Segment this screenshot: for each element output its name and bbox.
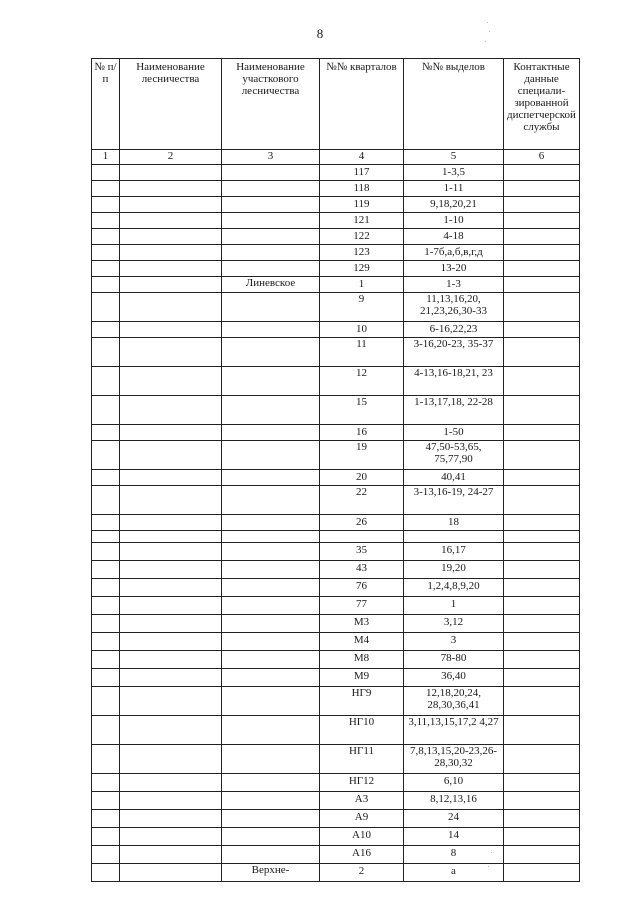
allotments-cell: 11,13,16,20, 21,23,26,30-33 <box>404 293 504 322</box>
forestry-cell <box>120 864 222 882</box>
number-cell <box>92 774 120 792</box>
contacts-cell <box>504 687 580 716</box>
table-row <box>92 579 580 597</box>
number-cell <box>92 441 120 470</box>
number-cell <box>92 261 120 277</box>
district-forestry-cell <box>222 165 320 181</box>
quarter-cell: А10 <box>320 828 404 846</box>
table-body <box>92 165 580 882</box>
contacts-cell <box>504 229 580 245</box>
quarter-cell: 1 <box>320 277 404 293</box>
district-forestry-cell <box>222 322 320 338</box>
forestry-cell <box>120 579 222 597</box>
allotments-cell: 3-16,20-23, 35-37 <box>404 338 504 367</box>
quarter-cell: 35 <box>320 543 404 561</box>
column-number: 6 <box>504 150 580 165</box>
allotments-cell: 3,12 <box>404 615 504 633</box>
quarter-cell: 117 <box>320 165 404 181</box>
contacts-cell <box>504 261 580 277</box>
number-cell <box>92 669 120 687</box>
number-cell <box>92 277 120 293</box>
district-forestry-cell <box>222 669 320 687</box>
page-number: 8 <box>316 26 324 41</box>
contacts-cell <box>504 828 580 846</box>
table-row <box>92 687 580 716</box>
quarter-cell: 122 <box>320 229 404 245</box>
contacts-cell <box>504 293 580 322</box>
forestry-cell <box>120 597 222 615</box>
empty-cell <box>504 531 580 543</box>
contacts-cell <box>504 245 580 261</box>
forestry-cell <box>120 213 222 229</box>
district-forestry-cell <box>222 745 320 774</box>
contacts-cell <box>504 181 580 197</box>
contacts-cell <box>504 441 580 470</box>
table-row <box>92 441 580 470</box>
quarter-cell: 2 <box>320 864 404 882</box>
allotments-cell: 9,18,20,21 <box>404 197 504 213</box>
table-row <box>92 197 580 213</box>
forestry-cell <box>120 774 222 792</box>
allotments-cell: 13-20 <box>404 261 504 277</box>
forestry-cell <box>120 441 222 470</box>
forestry-cell <box>120 669 222 687</box>
number-cell <box>92 181 120 197</box>
number-cell <box>92 828 120 846</box>
table-row <box>92 792 580 810</box>
allotments-cell: 1-10 <box>404 213 504 229</box>
number-cell <box>92 425 120 441</box>
table-row <box>92 470 580 486</box>
allotments-cell: 1-3,5 <box>404 165 504 181</box>
forestry-cell <box>120 277 222 293</box>
district-forestry-cell <box>222 651 320 669</box>
forestry-cell <box>120 293 222 322</box>
contacts-cell <box>504 213 580 229</box>
table-row <box>92 229 580 245</box>
table-row <box>92 615 580 633</box>
number-cell <box>92 597 120 615</box>
district-forestry-cell <box>222 470 320 486</box>
forestry-cell <box>120 633 222 651</box>
number-cell <box>92 561 120 579</box>
contacts-cell <box>504 396 580 425</box>
table-row <box>92 828 580 846</box>
number-cell <box>92 470 120 486</box>
header-district-forestry: Наименование участкового лесничества <box>222 59 320 150</box>
district-forestry-cell <box>222 810 320 828</box>
table-row <box>92 846 580 864</box>
forestry-cell <box>120 561 222 579</box>
number-cell <box>92 792 120 810</box>
number-cell <box>92 633 120 651</box>
district-forestry-cell <box>222 828 320 846</box>
quarter-cell: 9 <box>320 293 404 322</box>
allotments-cell: 78-80 <box>404 651 504 669</box>
district-forestry-cell <box>222 213 320 229</box>
quarter-cell: 76 <box>320 579 404 597</box>
quarter-cell: НГ9 <box>320 687 404 716</box>
allotments-cell: 1-11 <box>404 181 504 197</box>
district-forestry-cell <box>222 716 320 745</box>
table-row <box>92 213 580 229</box>
allotments-cell: 16,17 <box>404 543 504 561</box>
quarter-cell: 43 <box>320 561 404 579</box>
contacts-cell <box>504 651 580 669</box>
quarter-cell: НГ12 <box>320 774 404 792</box>
allotments-cell: 19,20 <box>404 561 504 579</box>
number-cell <box>92 486 120 515</box>
allotments-cell: 1-7б,а,б,в,г,д <box>404 245 504 261</box>
allotments-cell: 1-3 <box>404 277 504 293</box>
header-allotments: №№ выделов <box>404 59 504 150</box>
quarter-cell: 19 <box>320 441 404 470</box>
contacts-cell <box>504 716 580 745</box>
number-cell <box>92 197 120 213</box>
district-forestry-cell: Линевское <box>222 277 320 293</box>
forestry-cell <box>120 229 222 245</box>
district-forestry-cell <box>222 846 320 864</box>
allotments-cell: 3,11,13,15,17,2 4,27 <box>404 716 504 745</box>
contacts-cell <box>504 597 580 615</box>
quarter-cell: НГ10 <box>320 716 404 745</box>
forestry-cell <box>120 261 222 277</box>
number-cell <box>92 651 120 669</box>
district-forestry-cell <box>222 338 320 367</box>
forestry-cell <box>120 197 222 213</box>
district-forestry-cell <box>222 367 320 396</box>
table-row <box>92 245 580 261</box>
table-row <box>92 261 580 277</box>
forestry-cell <box>120 425 222 441</box>
quarter-cell: 26 <box>320 515 404 531</box>
table-row <box>92 669 580 687</box>
quarter-cell: 118 <box>320 181 404 197</box>
empty-cell <box>92 531 120 543</box>
empty-cell <box>120 531 222 543</box>
allotments-cell: 24 <box>404 810 504 828</box>
header-number: № п/п <box>92 59 120 150</box>
allotments-cell: а <box>404 864 504 882</box>
number-cell <box>92 810 120 828</box>
contacts-cell <box>504 810 580 828</box>
allotments-cell: 7,8,13,15,20-23,26-28,30,32 <box>404 745 504 774</box>
contacts-cell <box>504 470 580 486</box>
quarter-cell: М4 <box>320 633 404 651</box>
forestry-cell <box>120 615 222 633</box>
allotments-cell: 1-50 <box>404 425 504 441</box>
forestry-cell <box>120 338 222 367</box>
contacts-cell <box>504 774 580 792</box>
district-forestry-cell <box>222 597 320 615</box>
district-forestry-cell <box>222 633 320 651</box>
forestry-cell <box>120 470 222 486</box>
number-cell <box>92 293 120 322</box>
district-forestry-cell <box>222 181 320 197</box>
allotments-cell: 40,41 <box>404 470 504 486</box>
forestry-cell <box>120 810 222 828</box>
table-row <box>92 716 580 745</box>
table-row <box>92 745 580 774</box>
quarter-cell: 77 <box>320 597 404 615</box>
number-cell <box>92 543 120 561</box>
empty-cell <box>222 531 320 543</box>
contacts-cell <box>504 846 580 864</box>
quarter-cell: 15 <box>320 396 404 425</box>
table-row <box>92 515 580 531</box>
forestry-cell <box>120 745 222 774</box>
table-row <box>92 633 580 651</box>
quarter-cell: НГ11 <box>320 745 404 774</box>
quarter-cell: 11 <box>320 338 404 367</box>
district-forestry-cell <box>222 687 320 716</box>
district-forestry-cell <box>222 543 320 561</box>
allotments-cell: 18 <box>404 515 504 531</box>
district-forestry-cell <box>222 561 320 579</box>
allotments-cell: 3-13,16-19, 24-27 <box>404 486 504 515</box>
district-forestry-cell <box>222 579 320 597</box>
quarter-cell: А9 <box>320 810 404 828</box>
contacts-cell <box>504 486 580 515</box>
district-forestry-cell <box>222 261 320 277</box>
forestry-cell <box>120 543 222 561</box>
contacts-cell <box>504 322 580 338</box>
quarter-cell: М9 <box>320 669 404 687</box>
column-number: 4 <box>320 150 404 165</box>
table-row <box>92 396 580 425</box>
district-forestry-cell <box>222 245 320 261</box>
table-row <box>92 322 580 338</box>
contacts-cell <box>504 338 580 367</box>
table-row <box>92 597 580 615</box>
contacts-cell <box>504 561 580 579</box>
quarter-cell: 10 <box>320 322 404 338</box>
district-forestry-cell <box>222 396 320 425</box>
quarter-cell: А3 <box>320 792 404 810</box>
district-forestry-cell <box>222 774 320 792</box>
column-number: 2 <box>120 150 222 165</box>
number-cell <box>92 396 120 425</box>
allotments-cell: 1-13,17,18, 22-28 <box>404 396 504 425</box>
district-forestry-cell <box>222 615 320 633</box>
contacts-cell <box>504 669 580 687</box>
allotments-cell: 1 <box>404 597 504 615</box>
table-row <box>92 277 580 293</box>
table-row <box>92 425 580 441</box>
table-row <box>92 293 580 322</box>
allotments-cell: 3 <box>404 633 504 651</box>
number-cell <box>92 322 120 338</box>
district-forestry-cell <box>222 425 320 441</box>
contacts-cell <box>504 543 580 561</box>
forestry-cell <box>120 846 222 864</box>
allotments-cell: 47,50-53,65, 75,77,90 <box>404 441 504 470</box>
number-cell <box>92 687 120 716</box>
number-cell <box>92 579 120 597</box>
number-cell <box>92 846 120 864</box>
empty-cell <box>404 531 504 543</box>
header-contacts: Контактные данные специали-зированной диспетчерской службы <box>504 59 580 150</box>
contacts-cell <box>504 367 580 396</box>
table-row <box>92 543 580 561</box>
district-forestry-cell <box>222 229 320 245</box>
contacts-cell <box>504 277 580 293</box>
allotments-cell: 14 <box>404 828 504 846</box>
allotments-cell: 8 <box>404 846 504 864</box>
quarter-cell: М8 <box>320 651 404 669</box>
quarter-cell: 123 <box>320 245 404 261</box>
allotments-cell: 4-18 <box>404 229 504 245</box>
forestry-cell <box>120 486 222 515</box>
contacts-cell <box>504 633 580 651</box>
allotments-cell: 1,2,4,8,9,20 <box>404 579 504 597</box>
number-cell <box>92 864 120 882</box>
forestry-cell <box>120 515 222 531</box>
district-forestry-cell <box>222 486 320 515</box>
table-row <box>92 864 580 882</box>
district-forestry-cell <box>222 441 320 470</box>
forestry-cell <box>120 716 222 745</box>
number-cell <box>92 515 120 531</box>
table-row <box>92 486 580 515</box>
forestry-cell <box>120 367 222 396</box>
column-number: 1 <box>92 150 120 165</box>
table-row <box>92 367 580 396</box>
column-number-row <box>92 150 580 165</box>
allotments-cell: 6,10 <box>404 774 504 792</box>
quarter-cell: 16 <box>320 425 404 441</box>
allotments-cell: 8,12,13,16 <box>404 792 504 810</box>
table-row <box>92 338 580 367</box>
empty-cell <box>320 531 404 543</box>
contacts-cell <box>504 579 580 597</box>
header-row <box>92 59 580 150</box>
forestry-cell <box>120 651 222 669</box>
quarter-cell: 20 <box>320 470 404 486</box>
quarter-cell: 12 <box>320 367 404 396</box>
table-row <box>92 810 580 828</box>
column-number: 5 <box>404 150 504 165</box>
number-cell <box>92 745 120 774</box>
table-row <box>92 651 580 669</box>
contacts-cell <box>504 425 580 441</box>
table-row <box>92 561 580 579</box>
forestry-cell <box>120 687 222 716</box>
number-cell <box>92 165 120 181</box>
quarter-cell: 22 <box>320 486 404 515</box>
district-forestry-cell <box>222 515 320 531</box>
contacts-cell <box>504 515 580 531</box>
table-row <box>92 165 580 181</box>
allotments-cell: 4-13,16-18,21, 23 <box>404 367 504 396</box>
district-forestry-cell <box>222 293 320 322</box>
contacts-cell <box>504 197 580 213</box>
number-cell <box>92 245 120 261</box>
allotments-cell: 6-16,22,23 <box>404 322 504 338</box>
contacts-cell <box>504 864 580 882</box>
forestry-cell <box>120 828 222 846</box>
quarter-cell: М3 <box>320 615 404 633</box>
table-row <box>92 181 580 197</box>
contacts-cell <box>504 792 580 810</box>
number-cell <box>92 338 120 367</box>
allotments-cell: 36,40 <box>404 669 504 687</box>
forestry-cell <box>120 396 222 425</box>
forest-quarters-table <box>91 58 580 882</box>
quarter-cell: 121 <box>320 213 404 229</box>
allotments-cell: 12,18,20,24, 28,30,36,41 <box>404 687 504 716</box>
number-cell <box>92 615 120 633</box>
forestry-cell <box>120 322 222 338</box>
header-quarters: №№ кварталов <box>320 59 404 150</box>
table-row <box>92 774 580 792</box>
forestry-cell <box>120 792 222 810</box>
number-cell <box>92 367 120 396</box>
number-cell <box>92 229 120 245</box>
forestry-cell <box>120 181 222 197</box>
header-forestry: Наименование лесничества <box>120 59 222 150</box>
contacts-cell <box>504 615 580 633</box>
forestry-cell <box>120 165 222 181</box>
contacts-cell <box>504 165 580 181</box>
quarter-cell: 119 <box>320 197 404 213</box>
column-number: 3 <box>222 150 320 165</box>
district-forestry-cell: Верхне- <box>222 864 320 882</box>
district-forestry-cell <box>222 792 320 810</box>
forestry-cell <box>120 245 222 261</box>
quarter-cell: А16 <box>320 846 404 864</box>
number-cell <box>92 716 120 745</box>
district-forestry-cell <box>222 197 320 213</box>
number-cell <box>92 213 120 229</box>
block-separator-row <box>92 531 580 543</box>
quarter-cell: 129 <box>320 261 404 277</box>
contacts-cell <box>504 745 580 774</box>
